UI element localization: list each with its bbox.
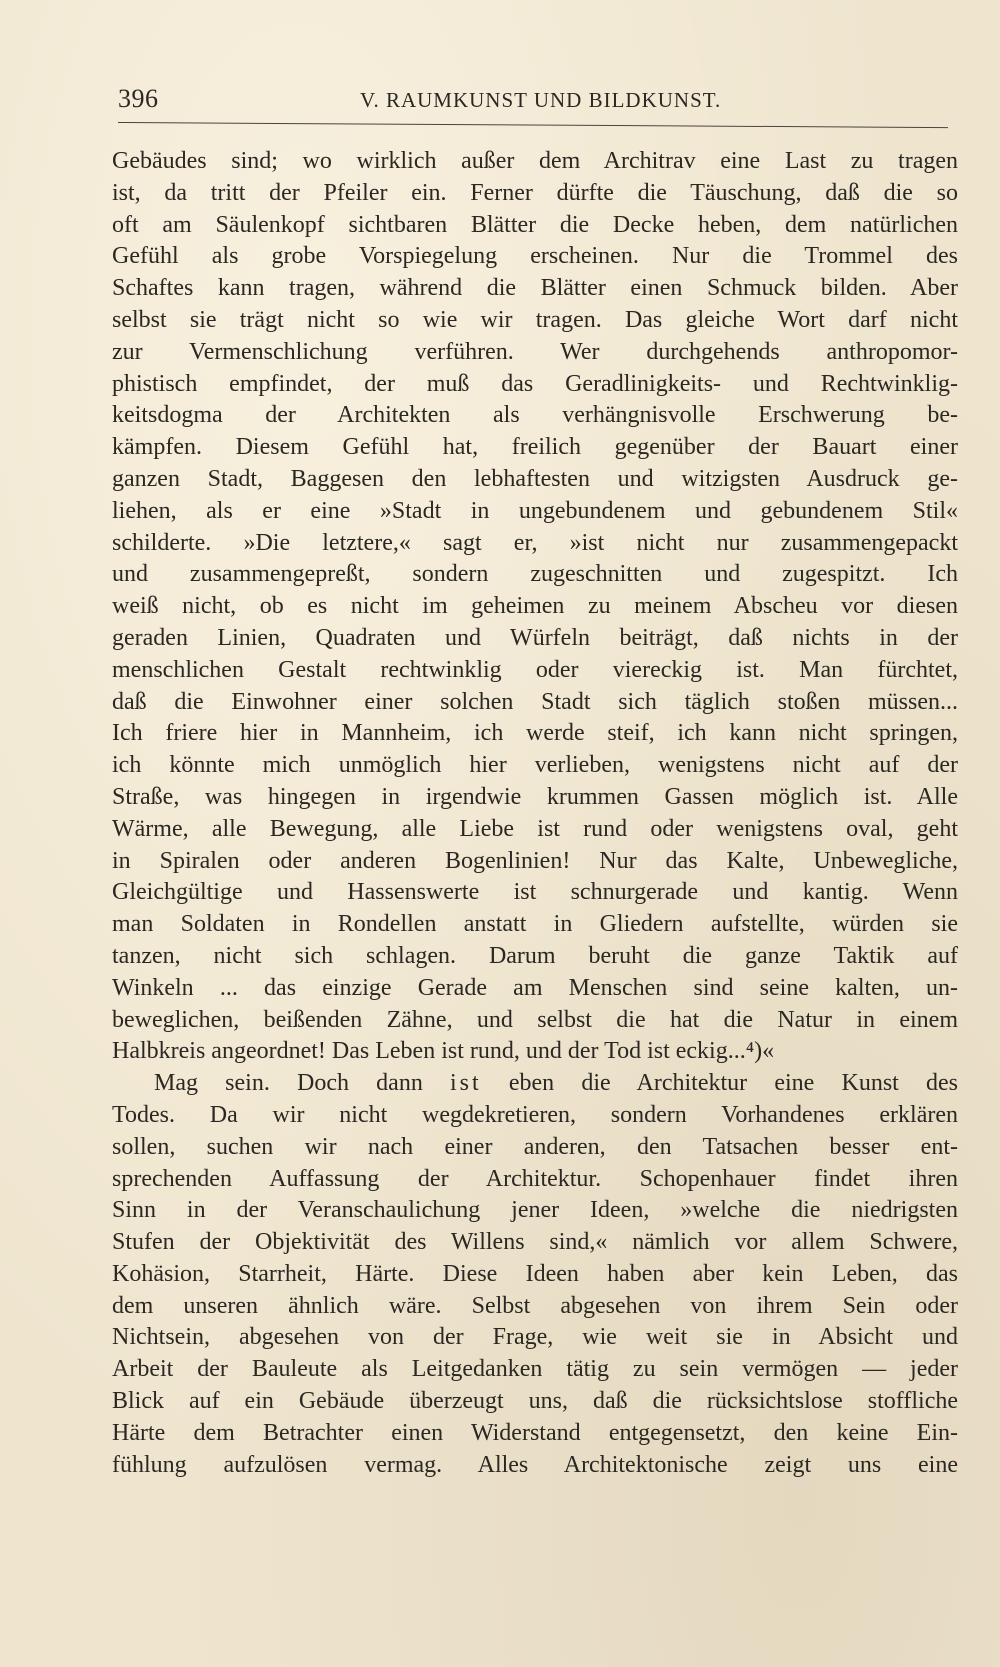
text-line: oft am Säulenkopf sichtbaren Blätter die Decke heben, dem natürlichen (112, 211, 958, 238)
text-line: liehen, als er eine »Stadt in ungebundenem und gebundenem Stil« (112, 497, 958, 524)
page-number: 396 (118, 84, 159, 113)
text-line: daß die Einwohner einer solchen Stadt sich täglich stoßen müssen... (112, 688, 958, 715)
text-line: dem unseren ähnlich wäre. Selbst abgesehen von ihrem Sein oder (112, 1292, 958, 1319)
text-line: kämpfen. Diesem Gefühl hat, freilich gegenüber der Bauart einer (112, 434, 958, 461)
text-line: menschlichen Gestalt rechtwinklig oder viereckig ist. Man fürchtet, (112, 656, 958, 683)
text-line: Todes. Da wir nicht wegdekretieren, sondern Vorhandenes erklären (112, 1101, 958, 1128)
running-head (118, 84, 966, 120)
text-line: selbst sie trägt nicht so wie wir tragen. Das gleiche Wort darf nicht (112, 306, 958, 333)
text-line: Arbeit der Bauleute als Leitgedanken tätig zu sein vermögen — jeder (112, 1356, 958, 1383)
text-line: Winkeln ... das einzige Gerade am Menschen sind seine kalten, un- (112, 974, 958, 1001)
text-line: ich könnte mich unmöglich hier verlieben, wenigstens nicht auf der (112, 752, 958, 779)
text-line: ganzen Stadt, Baggesen den lebhaftesten und witzigsten Ausdruck ge- (112, 465, 958, 492)
text-line: weiß nicht, ob es nicht im geheimen zu meinem Abscheu vor diesen (112, 593, 958, 620)
text-line: beweglichen, beißenden Zähne, und selbst die hat die Natur in einem (112, 1006, 958, 1033)
text-line: zur Vermenschlichung verführen. Wer durchgehends anthropomor- (112, 338, 958, 365)
text-line: Straße, was hingegen in irgendwie krummen Gassen möglich ist. Alle (112, 783, 958, 810)
text-line: Gleichgültige und Hassenswerte ist schnurgerade und kantig. Wenn (112, 879, 958, 906)
body-text (112, 146, 958, 1481)
chapter-title: V. RAUMKUNST UND BILDKUNST. (360, 88, 722, 112)
text-line: phistisch empfindet, der muß das Geradlinigkeits- und Rechtwinklig- (112, 370, 958, 397)
text-run: eben die Architektur eine Kunst des (481, 1070, 959, 1097)
text-line: in Spiralen oder anderen Bogenlinien! Nur das Kalte, Unbewegliche, (112, 847, 958, 874)
paragraph-start-line (112, 1068, 958, 1100)
text-line: geraden Linien, Quadraten und Würfeln beiträgt, daß nichts in der (112, 624, 958, 651)
text-line: Schaftes kann tragen, während die Blätter einen Schmuck bilden. Aber (112, 275, 958, 302)
text-line: schilderte. »Die letztere,« sagt er, »ist nicht nur zusammengepackt (112, 529, 958, 556)
header-rule (118, 122, 948, 128)
text-line: Nichtsein, abgesehen von der Frage, wie weit sie in Absicht und (112, 1324, 958, 1351)
text-line: Halbkreis angeordnet! Das Leben ist rund, und der Tod ist eckig...⁴)« (112, 1038, 775, 1065)
text-line: Wärme, alle Bewegung, alle Liebe ist rund oder wenigstens oval, geht (112, 815, 958, 842)
text-line: sollen, suchen wir nach einer anderen, den Tatsachen besser ent- (112, 1133, 958, 1160)
text-line: man Soldaten in Rondellen anstatt in Gliedern aufstellte, würden sie (112, 911, 958, 938)
text-line: Gebäudes sind; wo wirklich außer dem Architrav eine Last zu tragen (112, 148, 958, 174)
text-line: fühlung aufzulösen vermag. Alles Architektonische zeigt uns eine (112, 1451, 958, 1478)
text-line: keitsdogma der Architekten als verhängnisvolle Erschwerung be- (112, 402, 958, 429)
text-line: Stufen der Objektivität des Willens sind,« nämlich vor allem Schwere, (112, 1229, 958, 1256)
text-line: Kohäsion, Starrheit, Härte. Diese Ideen haben aber kein Leben, das (112, 1260, 958, 1287)
text-line: Sinn in der Veranschaulichung jener Ideen, »welche die niedrigsten (112, 1197, 958, 1224)
text-line: Gefühl als grobe Vorspiegelung erscheinen. Nur die Trommel des (112, 243, 958, 270)
text-line: ist, da tritt der Pfeiler ein. Ferner dürfte die Täuschung, daß die so (112, 179, 958, 206)
text-line: sprechenden Auffassung der Architektur. Schopenhauer findet ihren (112, 1165, 958, 1192)
text-line: und zusammengepreßt, sondern zugeschnitten und zugespitzt. Ich (112, 561, 958, 588)
text-run: Mag sein. Doch dann (154, 1070, 451, 1097)
text-line: tanzen, nicht sich schlagen. Darum beruht die ganze Taktik auf (112, 942, 958, 969)
text-line: Härte dem Betrachter einen Widerstand entgegensetzt, den keine Ein- (112, 1419, 958, 1446)
emphasized-word: ist (450, 1070, 482, 1097)
text-line: Blick auf ein Gebäude überzeugt uns, daß die rücksichtslose stoffliche (112, 1388, 958, 1415)
text-line: Ich friere hier in Mannheim, ich werde steif, ich kann nicht springen, (112, 720, 958, 747)
